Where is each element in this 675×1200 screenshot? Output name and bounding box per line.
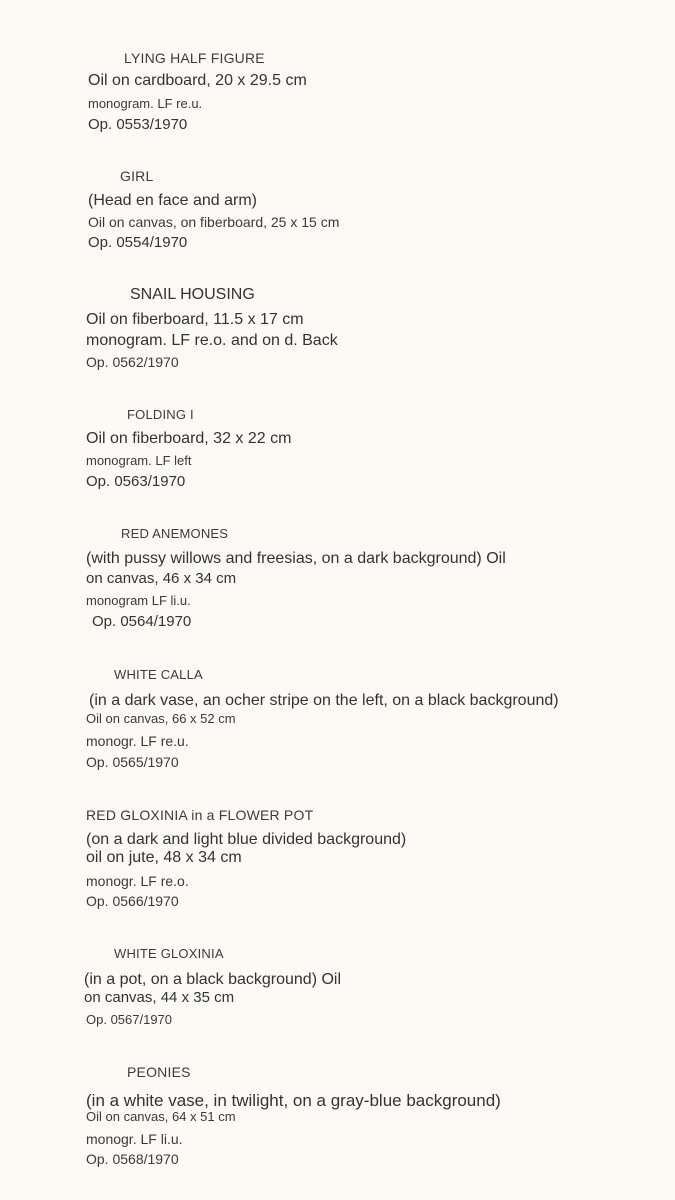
entry-title: GIRL bbox=[120, 168, 154, 184]
entry-medium: on canvas, 46 x 34 cm bbox=[86, 570, 237, 587]
entry-medium: Oil on canvas, 66 x 52 cm bbox=[86, 711, 236, 726]
entry-title: WHITE CALLA bbox=[114, 667, 203, 682]
entry-title: WHITE GLOXINIA bbox=[114, 946, 224, 961]
entry-medium: Oil on fiberboard, 32 x 22 cm bbox=[86, 430, 292, 447]
entry-signature: monogram. LF re.o. and on d. Back bbox=[86, 332, 338, 349]
entry-opus: Op. 0564/1970 bbox=[92, 613, 192, 630]
entry-opus: Op. 0562/1970 bbox=[86, 354, 179, 370]
entry-opus: Op. 0553/1970 bbox=[88, 116, 188, 133]
entry-signature: monogr. LF li.u. bbox=[86, 1131, 183, 1147]
entry-title: RED GLOXINIA in a FLOWER POT bbox=[86, 807, 314, 823]
entry-opus: Op. 0566/1970 bbox=[86, 893, 179, 909]
entry-title: LYING HALF FIGURE bbox=[124, 50, 265, 66]
entry-opus: Op. 0565/1970 bbox=[86, 754, 179, 770]
entry-opus: Op. 0568/1970 bbox=[86, 1151, 179, 1167]
entry-title: SNAIL HOUSING bbox=[130, 286, 255, 303]
entry-medium: on canvas, 44 x 35 cm bbox=[84, 989, 235, 1006]
entry-medium: oil on jute, 48 x 34 cm bbox=[86, 849, 242, 866]
entry-description: (Head en face and arm) bbox=[88, 192, 257, 209]
entry-title: FOLDING I bbox=[127, 407, 194, 422]
entry-medium: Oil on cardboard, 20 x 29.5 cm bbox=[88, 72, 307, 89]
entry-description: (in a white vase, in twilight, on a gray-blue background) bbox=[86, 1091, 501, 1110]
entry-opus: Op. 0567/1970 bbox=[86, 1012, 173, 1027]
entry-opus: Op. 0563/1970 bbox=[86, 473, 186, 490]
entry-description: (on a dark and light blue divided background) bbox=[86, 831, 407, 848]
entry-medium: Oil on fiberboard, 11.5 x 17 cm bbox=[86, 311, 304, 328]
entry-signature: monogr. LF re.o. bbox=[86, 873, 189, 889]
entry-description: (with pussy willows and freesias, on a dark background) Oil bbox=[86, 550, 506, 567]
entry-signature: monogr. LF re.u. bbox=[86, 733, 189, 749]
entry-signature: monogram. LF left bbox=[86, 453, 192, 468]
entry-description: (in a pot, on a black background) Oil bbox=[84, 971, 342, 988]
entry-description: (in a dark vase, an ocher stripe on the left, on a black background) bbox=[89, 692, 559, 709]
entry-medium: Oil on canvas, on fiberboard, 25 x 15 cm bbox=[88, 214, 340, 230]
entry-signature: monogram LF li.u. bbox=[86, 593, 191, 608]
entry-medium: Oil on canvas, 64 x 51 cm bbox=[86, 1109, 236, 1124]
entry-signature: monogram. LF re.u. bbox=[88, 96, 203, 111]
entry-title: PEONIES bbox=[127, 1064, 191, 1080]
entry-opus: Op. 0554/1970 bbox=[88, 234, 188, 251]
entry-title: RED ANEMONES bbox=[121, 526, 229, 541]
